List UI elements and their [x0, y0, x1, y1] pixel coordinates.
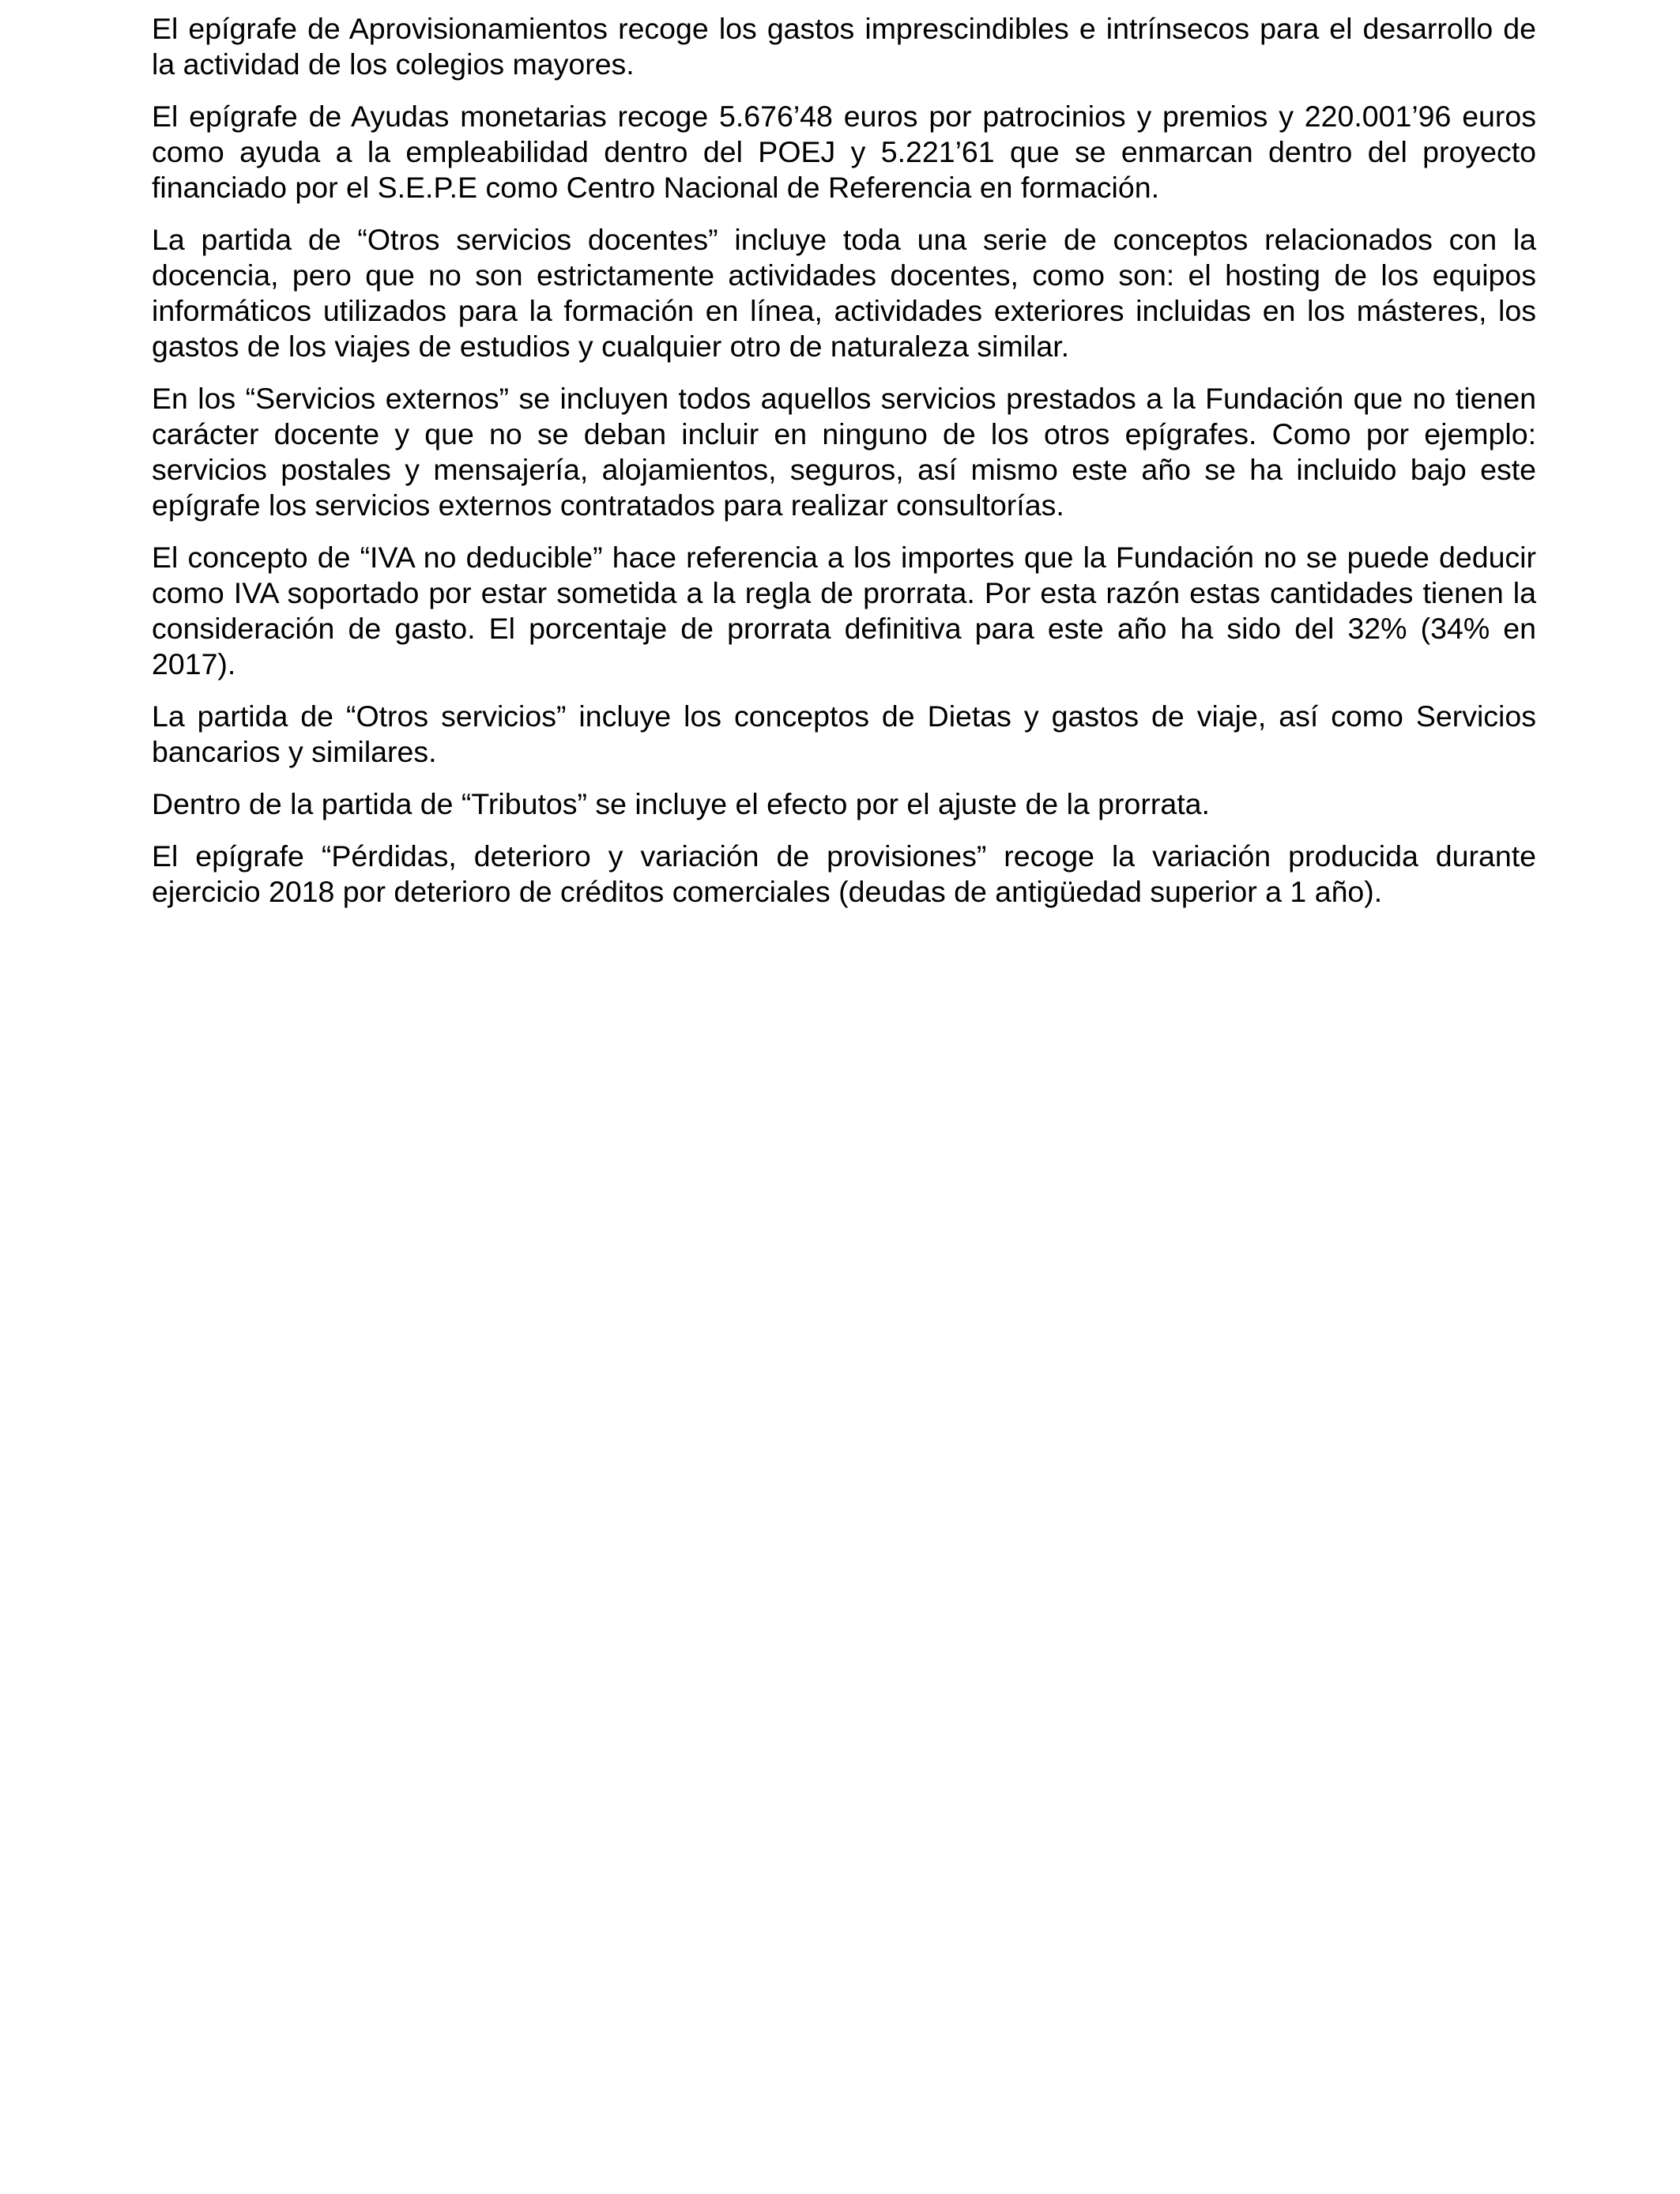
paragraph-tributos: Dentro de la partida de “Tributos” se incluye el efecto por el ajuste de la prorrata.	[152, 787, 1210, 820]
paragraph-iva-no-deducible: El concepto de “IVA no deducible” hace referencia a los importes que la Fundación no se puede deducir como IVA soportado por estar sometida a la regla de prorrata. Por esta razón estas cantidades tienen la consideración de gasto. El porcentaje de prorrata definitiva para este año ha sido del 32% (34% en 2017).	[152, 541, 1536, 680]
paragraph-ayudas-monetarias: El epígrafe de Ayudas monetarias recoge 5.676’48 euros por patrocinios y premios y 220.001’96 euros como ayuda a la empleabilidad dentro del POEJ y 5.221’61 que se enmarcan dentro del proyecto financiado por el S.E.P.E como Centro Nacional de Referencia en formación.	[152, 100, 1536, 204]
paragraph-aprovisionamientos: El epígrafe de Aprovisionamientos recoge los gastos imprescindibles e intrínsecos para el desarrollo de la actividad de los colegios mayores.	[152, 12, 1536, 81]
paragraph-servicios-externos: En los “Servicios externos” se incluyen todos aquellos servicios prestados a la Fundación que no tienen carácter docente y que no se deban incluir en ninguno de los otros epígrafes. Como por ejemplo: servicios postales y mensajería, alojamientos, seguros, así mismo este año se ha incluido bajo este epígrafe los servicios externos contratados para realizar consultorías.	[152, 382, 1536, 522]
paragraph-perdidas-deterioro: El epígrafe “Pérdidas, deterioro y variación de provisiones” recoge la variación producida durante ejercicio 2018 por deterioro de créditos comerciales (deudas de antigüedad superior a 1 año).	[152, 839, 1536, 908]
document-page	[152, 11, 1536, 926]
paragraph-otros-servicios: La partida de “Otros servicios” incluye los conceptos de Dietas y gastos de viaje, así como Servicios bancarios y similares.	[152, 699, 1536, 768]
paragraph-otros-servicios-docentes: La partida de “Otros servicios docentes” incluye toda una serie de conceptos relacionados con la docencia, pero que no son estrictamente actividades docentes, como son: el hosting de los equipos informáticos utilizados para la formación en línea, actividades exteriores incluidas en los másteres, los gastos de los viajes de estudios y cualquier otro de naturaleza similar.	[152, 223, 1536, 363]
